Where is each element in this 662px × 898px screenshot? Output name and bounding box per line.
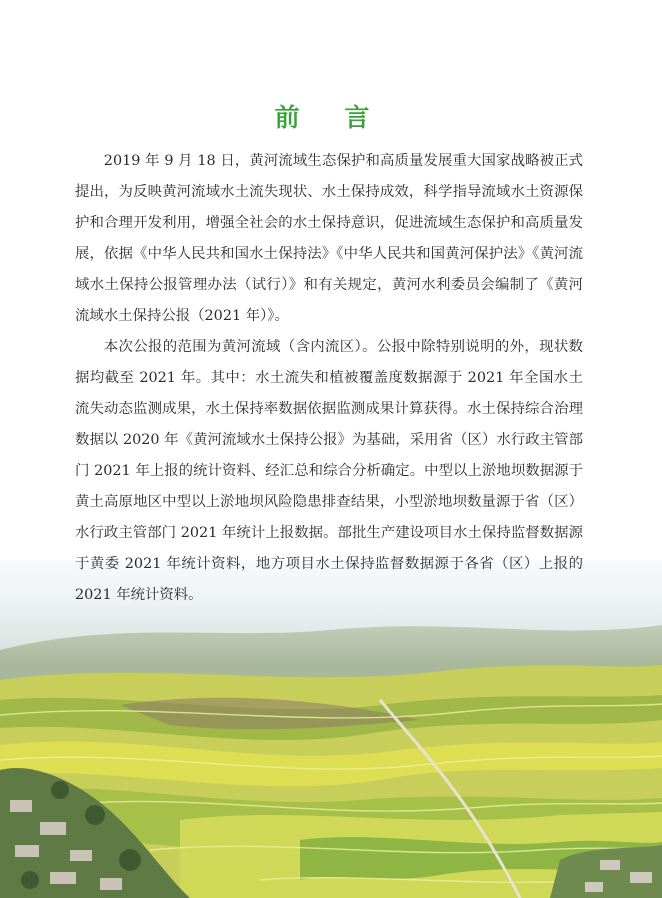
preface-body [75,146,583,611]
paragraph: 2019 年 9 月 18 日，黄河流域生态保护和高质量发展重大国家战略被正式提出，为反映黄河流域水土流失现状、水土保持成效，科学指导流域水土资源保护和合理开发利用，增强全社会的水土保持意识，促进流域生态保护和高质量发展，依据《中华人民共和国水土保持法》《中华人民共和国黄河保护法》《黄河流域水土保持公报管理办法（试行）》和有关规定，黄河水利委员会编制了《黄河流域水土保持公报（2021 年）》。 [75,153,583,324]
page-title: 前 言 [274,103,388,132]
paragraph: 本次公报的范围为黄河流域（含内流区）。公报中除特别说明的外，现状数据均截至 2021 年。其中：水土流失和植被覆盖度数据源于 2021 年全国水土流失动态监测成果，水土保持率数据依据监测成果计算获得。水土保持综合治理数据以 2020 年《黄河流域水土保持公报》为基础，采用省（区）水行政主管部门 2021 年上报的统计资料、经汇总和综合分析确定。中型以上淤地坝数据源于黄土高原地区中型以上淤地坝风险隐患排查结果，小型淤地坝数量源于省（区）水行政主管部门 2021 年统计上报数据。部批生产建设项目水土保持监督数据源于黄委 2021 年统计资料，地方项目水土保持监督数据源于各省（区）上报的 2021 年统计资料。 [75,339,583,603]
